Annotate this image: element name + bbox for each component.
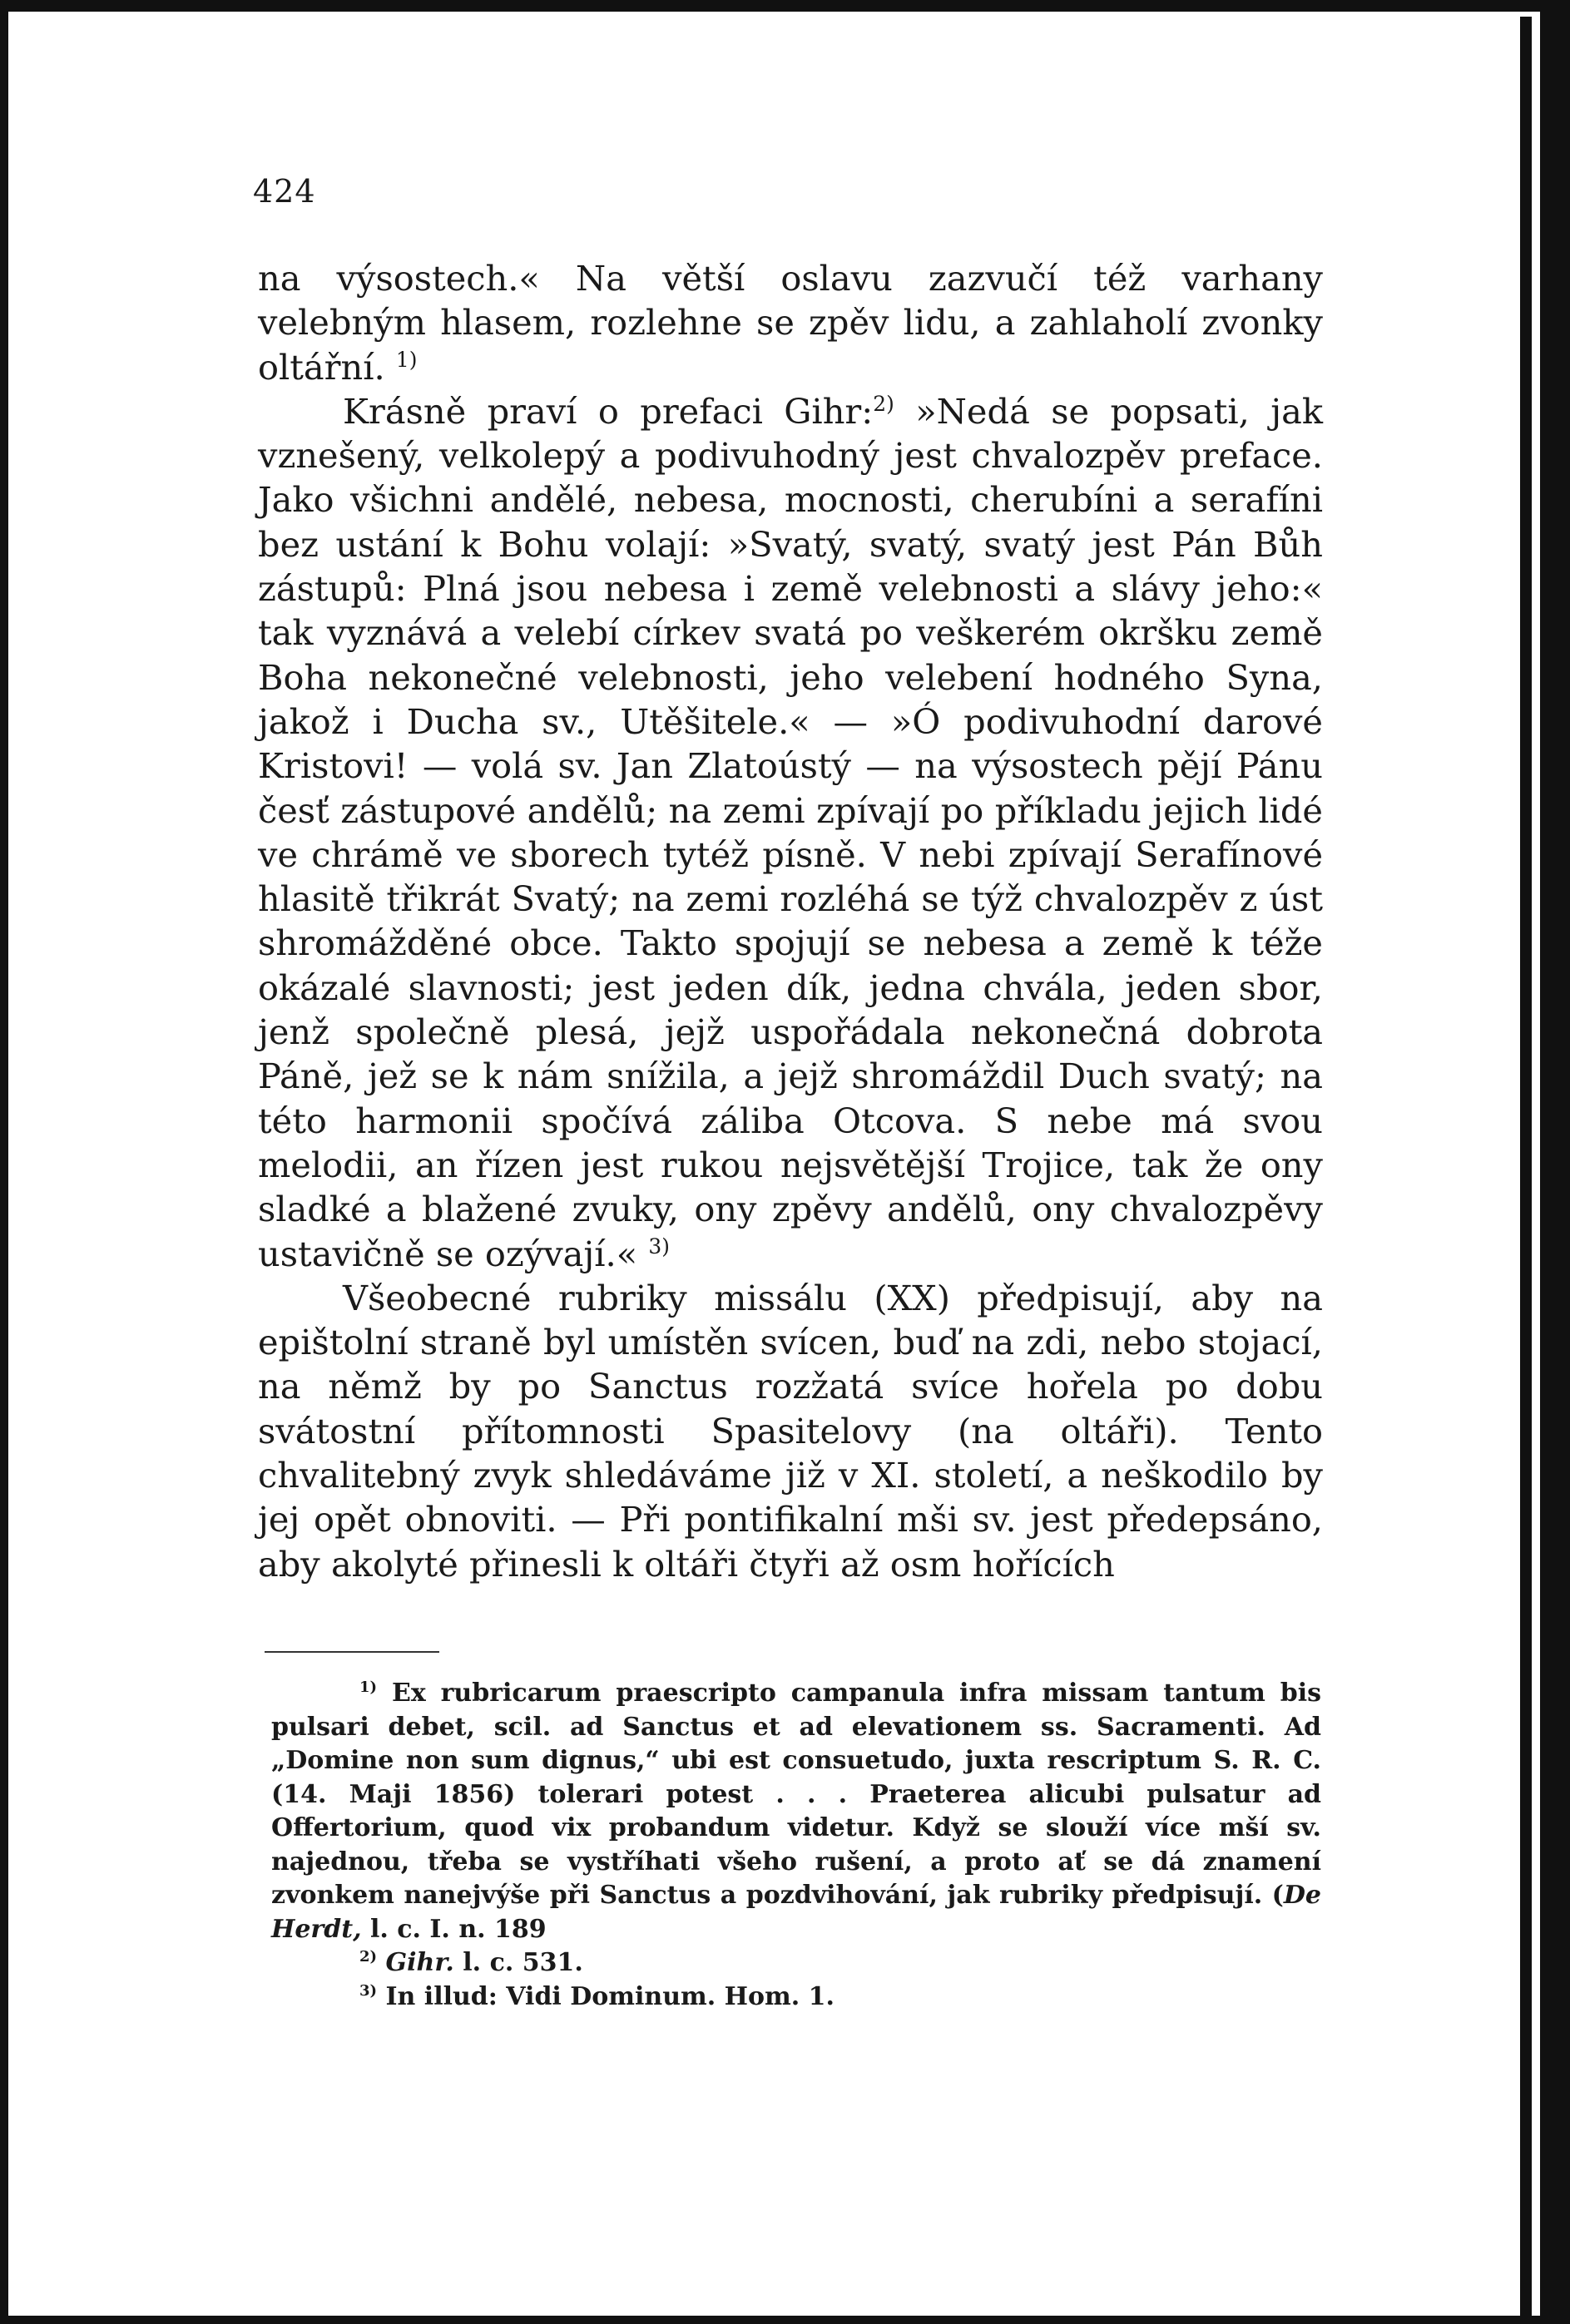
scan-border-top — [0, 0, 1570, 12]
footnote-3-mark: 3) — [359, 1981, 378, 2000]
paragraph-1 — [258, 256, 1323, 389]
paragraph-2-quote: »Nedá se popsati, jak vznešený, velkolepý a podivuhodný jest chvalozpěv preface. Jako všichni andělé, nebesa, mocnosti, cherubíni a serafíni bez ustání k Bohu volají: »Svatý, svatý, svatý jest Pán Bůh zástupů: Plná jsou nebesa i země velebnosti a slávy jeho:« tak vyznává a velebí církev svatá po veškerém okršku země Boha nekonečné velebnosti, jeho velebení hodného Syna, jakož i Ducha sv., Utěšitele.« — »Ó podivuhodní darové Kristovi! — volá sv. Jan Zlatoústý — na výsostech pějí Pánu česť zástupové andělů; na zemi zpívají po příkladu jejich lidé ve chrámě ve sborech tytéž písně. V nebi zpívají Serafínové hlasitě třikrát Svatý; na zemi rozléhá se týž chvalozpěv z úst shromážděné obce. Takto spojují se nebesa a země k téže okázalé slavnosti; jest jeden dík, jedna chvála, jeden sbor, jenž společně plesá, jejž uspořádala nekonečná dobrota Páně, jež se k nám snížila, a jejž shromáždil Duch svatý; na této harmonii spočívá záliba Otcova. S nebe má svou melodii, an řízen jest rukou nejsvětější Trojice, tak že ony sladké a blažené zvuky, ony zpěvy andělů, ony chvalozpěvy ustavičně se ozývají.« — [258, 390, 1323, 1274]
footnote-1-mark: 1) — [359, 1679, 378, 1696]
footnote-1-citation: De Herdt, — [271, 1881, 1321, 1944]
paragraph-2 — [258, 389, 1323, 1276]
footnote-2 — [271, 1946, 1321, 1980]
scan-border-left — [0, 0, 8, 2324]
footnote-ref-3: 3) — [648, 1234, 670, 1258]
footnote-2-author: Gihr. — [385, 1948, 454, 1977]
footnote-2-mark: 2) — [359, 1948, 378, 1966]
footnote-1-ref: l. c. I. n. 189 — [361, 1914, 547, 1944]
footnote-ref-1: 1) — [395, 347, 418, 372]
page-number: 424 — [253, 173, 316, 210]
book-spine-edge — [1520, 17, 1532, 2324]
scan-border-bottom — [0, 2316, 1570, 2324]
footnote-3-text: In illud: Vidi Dominum. Hom. 1. — [385, 1981, 835, 2011]
body-text — [258, 256, 1323, 1586]
scan-border-right — [1540, 0, 1570, 2324]
footnote-divider — [265, 1651, 439, 1653]
footnotes — [271, 1677, 1321, 2014]
footnote-1-text: Ex rubricarum praescripto campanula infra missam tantum bis pulsari debet, scil. ad Sanctus et ad elevationem ss. Sacramenti. Ad „Domine non sum dignus,“ ubi est consuetudo, juxta rescriptum S. R. C. (14. Maji 1856) tolerari potest . . . Praeterea alicubi pulsatur ad Offertorium, quod vix probandum videtur. Když se slouží více mší sv. najednou, třeba se vystříhati všeho rušení, a proto ať se dá znamení zvonkem nanejvýše při Sanctus a pozdvihování, jak rubriky předpisují. ( — [271, 1679, 1321, 1910]
paragraph-2-lead: Krásně praví o prefaci Gihr: — [343, 390, 874, 432]
paragraph-3: Všeobecné rubriky missálu (XX) předpisují, aby na epištolní straně byl umístěn svícen, buď na zdi, nebo stojací, na němž by po Sanctus rozžatá svíce hořela po dobu svátostní přítomnosti Spasitelovy (na oltáři). Tento chvalitebný zvyk shledáváme již v XI. století, a neškodilo by jej opět obnoviti. — Při pontifikalní mši sv. jest předepsáno, aby akolyté přinesli k oltáři čtyři až osm hořících — [258, 1277, 1323, 1585]
paragraph-1-text: na výsostech.« Na větší oslavu zazvučí též varhany velebným hlasem, rozlehne se zpěv lidu, a zahlaholí zvonky oltářní. — [258, 258, 1323, 388]
footnote-1 — [271, 1677, 1321, 1946]
footnote-3 — [271, 1980, 1321, 2015]
footnote-2-text: l. c. 531. — [453, 1948, 583, 1977]
footnote-ref-2: 2) — [873, 392, 894, 417]
